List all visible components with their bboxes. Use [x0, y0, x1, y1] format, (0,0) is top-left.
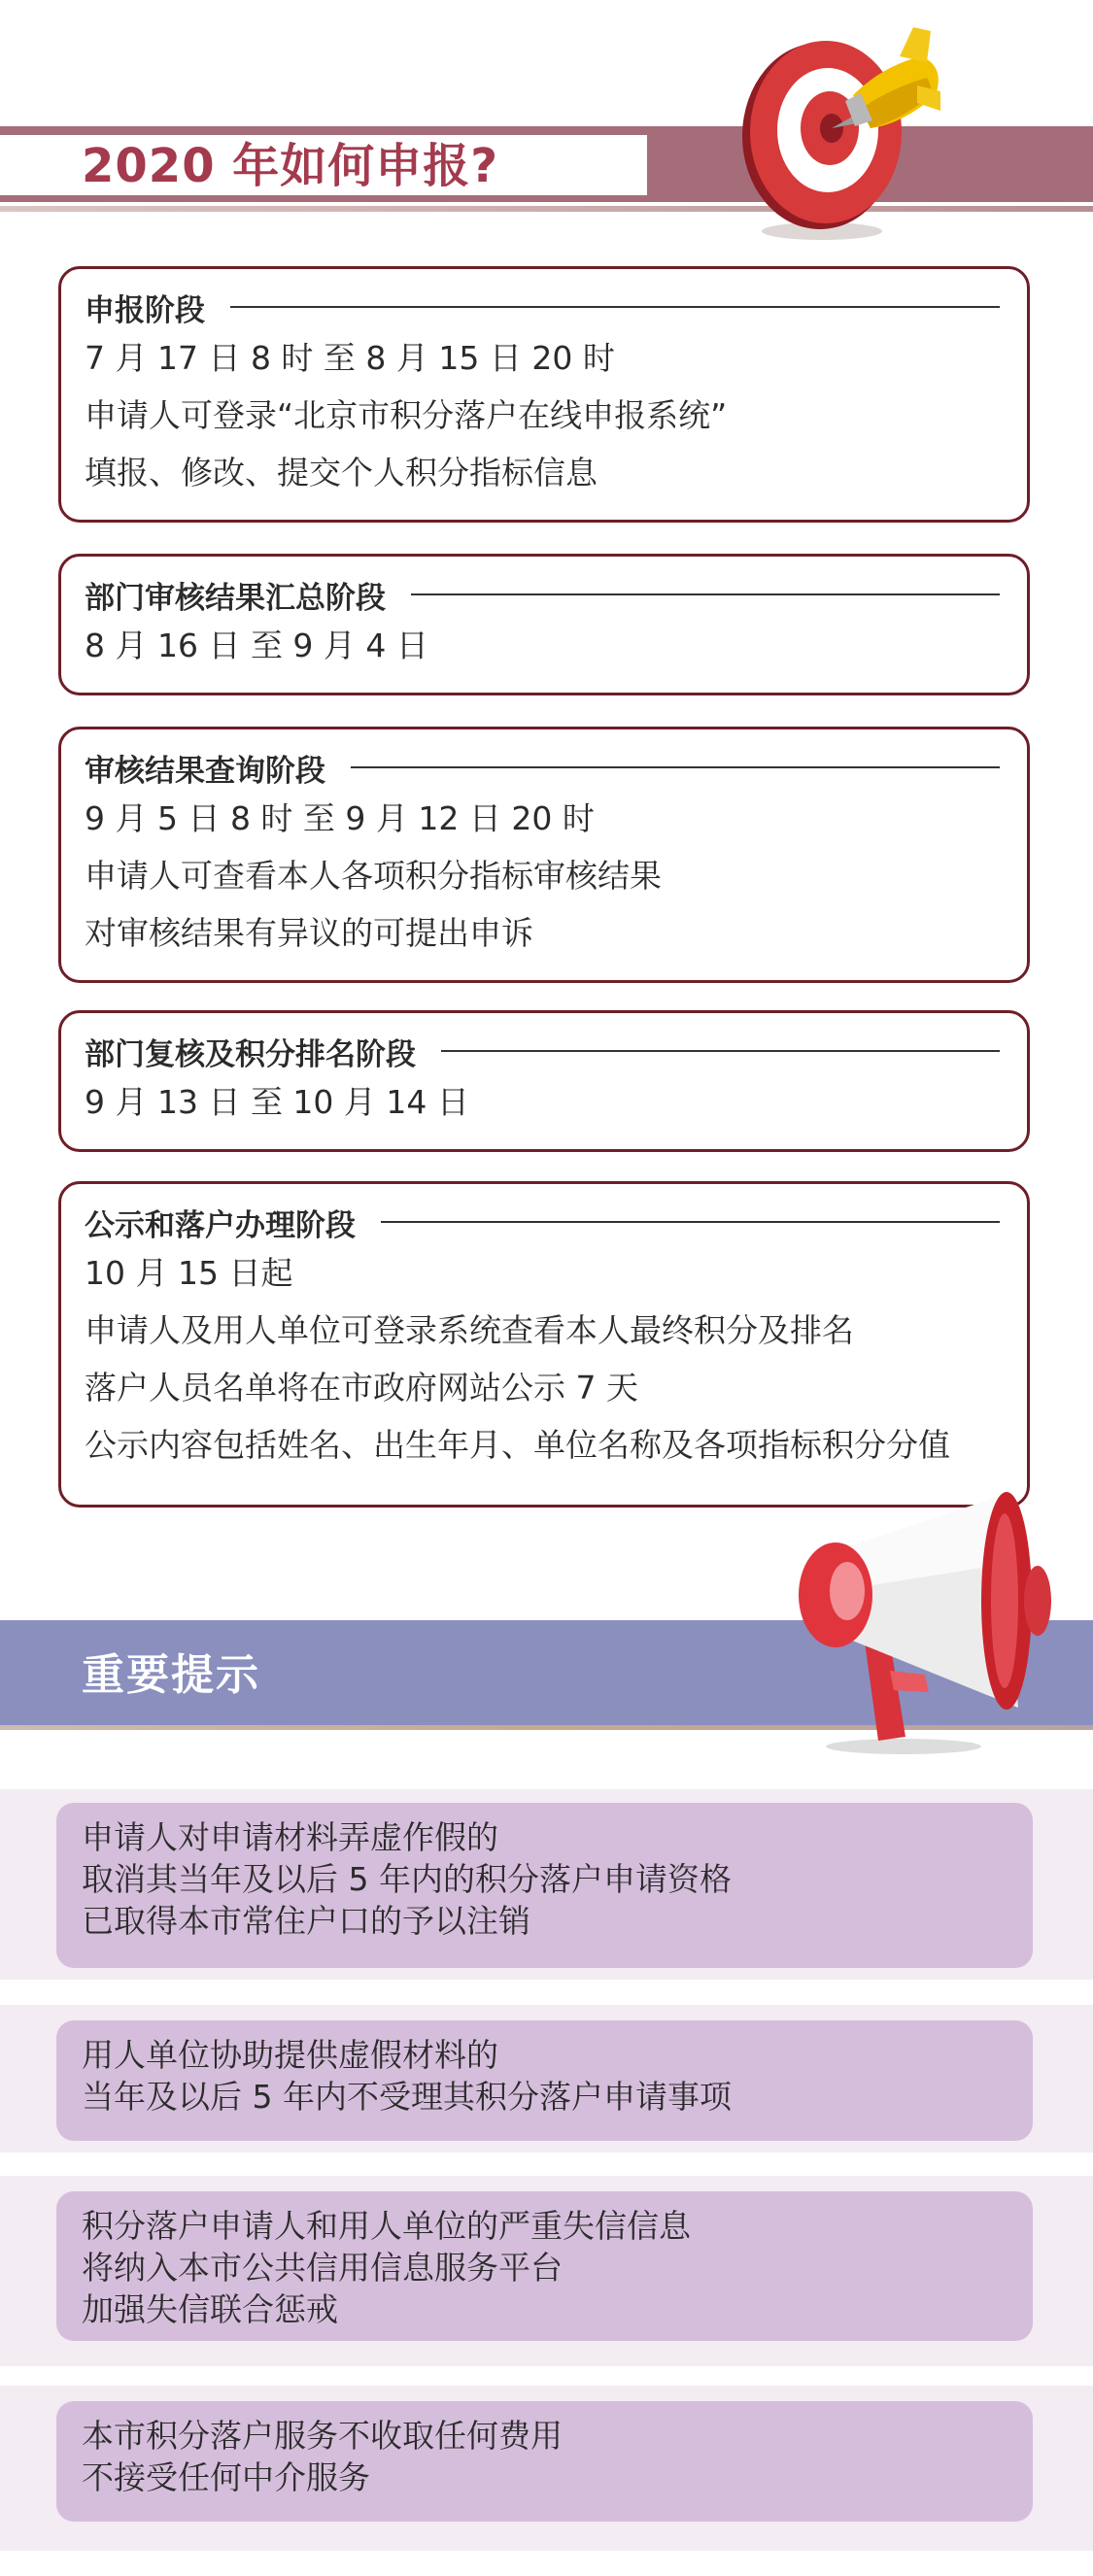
tip-card-employer-fraud — [56, 2020, 1033, 2141]
stage-line: 8 月 16 日 至 9 月 4 日 — [85, 627, 428, 664]
tip-line: 本市积分落户服务不收取任何费用 — [82, 2417, 563, 2455]
stage-title-rule — [351, 766, 1000, 768]
stage-card-head — [85, 745, 1004, 790]
stage-title: 申报阶段 — [85, 292, 205, 328]
stage-line: 申请人及用人单位可登录系统查看本人最终积分及排名 — [85, 1311, 854, 1349]
tip-card-credit — [56, 2191, 1033, 2341]
stage-card-apply — [58, 266, 1030, 523]
tip-line: 用人单位协助提供虚假材料的 — [82, 2036, 498, 2074]
tip-line: 申请人对申请材料弄虚作假的 — [82, 1818, 498, 1856]
stage-title: 部门审核结果汇总阶段 — [85, 580, 386, 616]
tip-line: 不接受任何中介服务 — [82, 2458, 370, 2496]
tip-line: 已取得本市常住户口的予以注销 — [82, 1902, 530, 1940]
stage-title: 公示和落户办理阶段 — [85, 1207, 356, 1243]
stage-card-head — [85, 285, 1004, 329]
megaphone-icon — [797, 1476, 1069, 1758]
stage-line: 9 月 5 日 8 时 至 9 月 12 日 20 时 — [85, 799, 595, 837]
stage-line: 10 月 15 日起 — [85, 1254, 293, 1292]
tip-line: 将纳入本市公共信用信息服务平台 — [82, 2249, 563, 2287]
section-header-notice — [0, 1476, 1093, 1768]
stage-card-publicity-settlement — [58, 1181, 1030, 1508]
tip-card-no-fee — [56, 2401, 1033, 2522]
stage-card-head — [85, 1200, 1004, 1244]
tip-line: 当年及以后 5 年内不受理其积分落户申请事项 — [82, 2078, 732, 2116]
stage-line: 填报、修改、提交个人积分指标信息 — [85, 454, 598, 491]
stage-line: 公示内容包括姓名、出生年月、单位名称及各项指标积分分值 — [85, 1426, 950, 1464]
target-dart-icon — [736, 27, 940, 246]
tip-card-fraud — [56, 1803, 1033, 1968]
stage-card-head — [85, 1029, 1004, 1073]
tip-line: 取消其当年及以后 5 年内的积分落户申请资格 — [82, 1860, 732, 1898]
stage-title-rule — [381, 1221, 1000, 1223]
stage-line: 9 月 13 日 至 10 月 14 日 — [85, 1083, 469, 1121]
stage-line: 7 月 17 日 8 时 至 8 月 15 日 20 时 — [85, 339, 615, 377]
stage-title-rule — [411, 593, 1000, 595]
stage-line: 申请人可查看本人各项积分指标审核结果 — [85, 857, 662, 895]
stage-card-result-query — [58, 727, 1030, 983]
stage-line: 申请人可登录“北京市积分落户在线申报系统” — [85, 396, 728, 434]
stage-title-rule — [441, 1050, 1000, 1052]
tip-line: 积分落户申请人和用人单位的严重失信信息 — [82, 2207, 691, 2245]
section-header-apply — [0, 0, 1093, 253]
stage-card-recheck-ranking — [58, 1010, 1030, 1152]
stage-title-rule — [230, 306, 1000, 308]
stage-line: 落户人员名单将在市政府网站公示 7 天 — [85, 1369, 638, 1407]
stage-card-head — [85, 572, 1004, 617]
section-title-notice: 重要提示 — [82, 1650, 260, 1700]
stage-line: 对审核结果有异议的可提出申诉 — [85, 914, 533, 952]
stage-card-review-summary — [58, 554, 1030, 695]
section-title-apply: 2020 年如何申报? — [82, 139, 499, 193]
stage-title: 审核结果查询阶段 — [85, 753, 325, 789]
stage-title: 部门复核及积分排名阶段 — [85, 1036, 416, 1072]
tip-line: 加强失信联合惩戒 — [82, 2290, 338, 2328]
